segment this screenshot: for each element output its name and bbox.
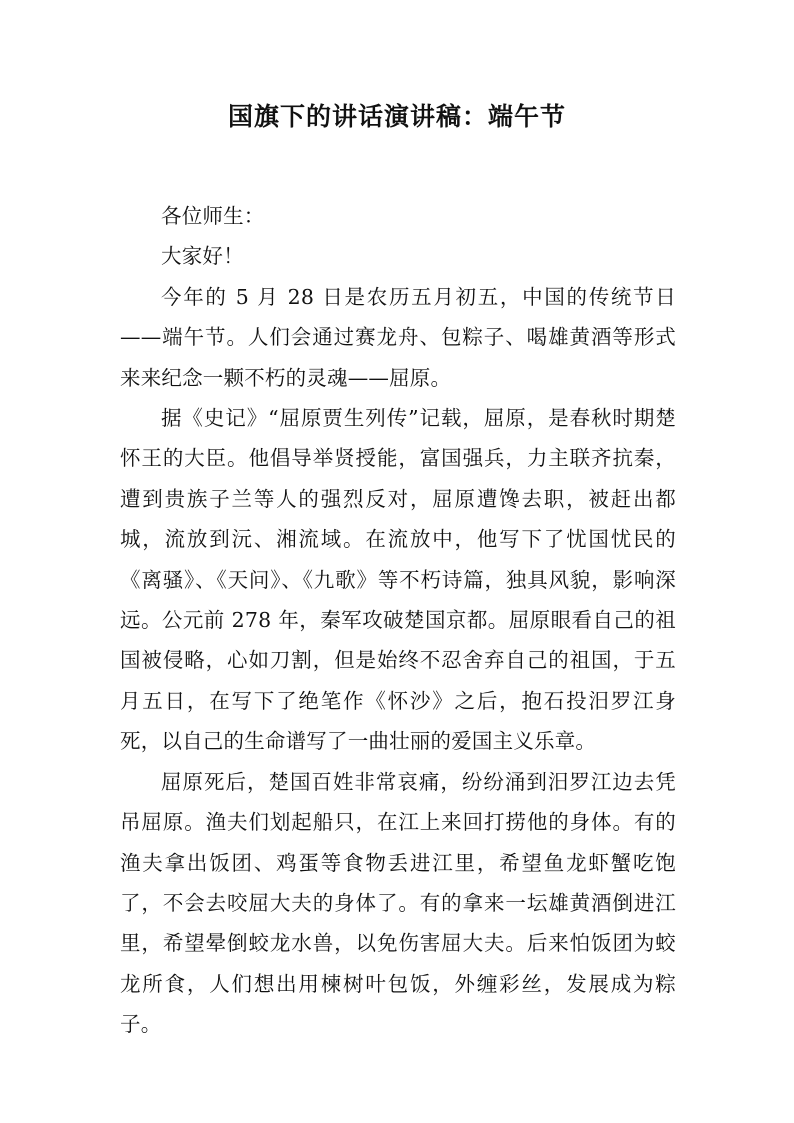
page-title: 国旗下的讲话演讲稿：端午节 (227, 102, 566, 131)
speech-body (120, 196, 676, 1045)
legend-paragraph: 屈原死后，楚国百姓非常哀痛，纷纷涌到汨罗江边去凭吊屈原。渔夫们划起船只，在江上来回打捞他的身体。有的渔夫拿出饭团、鸡蛋等食物丢进江里，希望鱼龙虾蟹吃饱了，不会去咬屈大夫的身体了。有的拿来一坛雄黄酒倒进江里，希望晕倒蛟龙水兽，以免伤害屈大夫。后来怕饭团为蛟龙所食，人们想出用楝树叶包饭，外缠彩丝，发展成为粽子。 (120, 769, 676, 1037)
greeting-paragraph: 大家好！ (161, 244, 244, 269)
salutation-paragraph: 各位师生： (161, 204, 265, 228)
history-paragraph: 据《史记》“屈原贾生列传”记载，屈原，是春秋时期楚怀王的大臣。他倡导举贤授能，富国强兵，力主联齐抗秦，遭到贵族子兰等人的强烈反对，屈原遭馋去职，被赶出都城，流放到沅、湘流域。在流放中，他写下了忧国忧民的《离骚》、《天问》、《九歌》等不朽诗篇，独具风貌，影响深远。公元前 278 年，秦军攻破楚国京都。屈原眼看自己的祖国被侵略，心如刀割，但是始终不忍舍弃自己的祖国，于五月五日，在写下了绝笔作《怀沙》之后，抱石投汨罗江身死，以自己的生命谱写了一曲壮丽的爱国主义乐章。 (120, 406, 676, 754)
intro-paragraph: 今年的 5 月 28 日是农历五月初五，中国的传统节日——端午节。人们会通过赛龙舟、包粽子、喝雄黄酒等形式来来纪念一颗不朽的灵魂——屈原。 (120, 284, 676, 390)
